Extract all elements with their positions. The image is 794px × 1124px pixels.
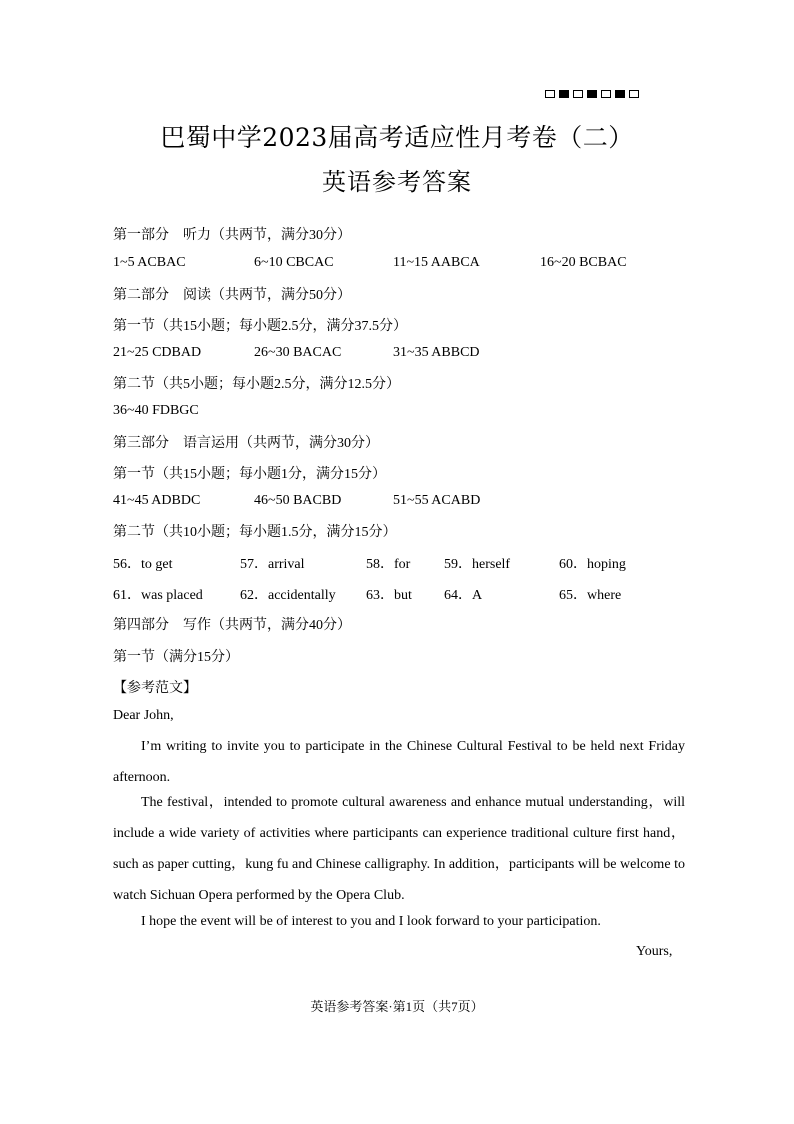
part2-section1-heading: 第一节（共15小题；每小题2.5分，满分37.5分） <box>113 319 407 334</box>
part2-section2-heading: 第二节（共5小题；每小题2.5分，满分12.5分） <box>113 377 400 392</box>
header-mark <box>615 90 625 98</box>
document-subtitle: 英语参考答案 <box>322 168 472 196</box>
header-mark <box>587 90 597 98</box>
answer-group: 16~20 BCBAC <box>540 255 627 270</box>
letter-greeting: Dear John, <box>113 708 174 723</box>
part3-heading: 第三部分 语言运用（共两节，满分30分） <box>113 436 379 451</box>
header-mark <box>573 90 583 98</box>
fill-answer: 62．accidentally <box>240 588 336 603</box>
fill-answer: 65．where <box>559 588 622 603</box>
answer-group: 36~40 FDBGC <box>113 403 199 418</box>
sample-essay-label: 【参考范文】 <box>113 681 197 696</box>
answer-group: 1~5 ACBAC <box>113 255 186 270</box>
letter-paragraph: I hope the event will be of interest to you and I look forward to your participation. <box>141 914 601 929</box>
answer-group: 51~55 ACABD <box>393 493 481 508</box>
fill-answer: 56．to get <box>113 557 173 572</box>
letter-closing: Yours, <box>636 944 673 959</box>
answer-group: 21~25 CDBAD <box>113 345 202 360</box>
header-mark <box>629 90 639 98</box>
header-marks <box>545 90 639 98</box>
page-footer: 英语参考答案·第1页（共7页） <box>310 999 484 1014</box>
header-mark <box>545 90 555 98</box>
letter-paragraph: I’m writing to invite you to participate in the Chinese Cultural Festival to be held next Friday afternoon. <box>113 739 685 785</box>
answer-group: 41~45 ADBDC <box>113 493 201 508</box>
fill-answer: 61．was placed <box>113 588 203 603</box>
header-mark <box>601 90 611 98</box>
answer-group: 46~50 BACBD <box>254 493 342 508</box>
document-title: 巴蜀中学2023届高考适应性月考卷（二） <box>160 123 634 152</box>
letter-paragraph: The festival，intended to promote cultural awareness and enhance mutual understanding，will include a wide variety of activities where participants can experience traditional culture first hand，such as paper cutting，kung fu and Chinese calligraphy. In addition，participants will be welcome to watch Sichuan Opera performed by the Opera Club. <box>113 795 685 903</box>
fill-answer: 64．A <box>444 588 483 603</box>
fill-answer: 63．but <box>366 588 412 603</box>
part1-heading: 第一部分 听力（共两节，满分30分） <box>113 228 351 243</box>
answer-group: 6~10 CBCAC <box>254 255 334 270</box>
fill-answer: 57．arrival <box>240 557 305 572</box>
header-mark <box>559 90 569 98</box>
part3-section1-heading: 第一节（共15小题；每小题1分，满分15分） <box>113 467 386 482</box>
fill-answer: 59．herself <box>444 557 511 572</box>
fill-answer: 60．hoping <box>559 557 626 572</box>
part4-section1-heading: 第一节（满分15分） <box>113 650 239 665</box>
part4-heading: 第四部分 写作（共两节，满分40分） <box>113 618 351 633</box>
fill-answer: 58．for <box>366 557 411 572</box>
part2-heading: 第二部分 阅读（共两节，满分50分） <box>113 288 351 303</box>
answer-group: 31~35 ABBCD <box>393 345 480 360</box>
answer-group: 11~15 AABCA <box>393 255 480 270</box>
part3-section2-heading: 第二节（共10小题；每小题1.5分，满分15分） <box>113 525 397 540</box>
answer-group: 26~30 BACAC <box>254 345 342 360</box>
